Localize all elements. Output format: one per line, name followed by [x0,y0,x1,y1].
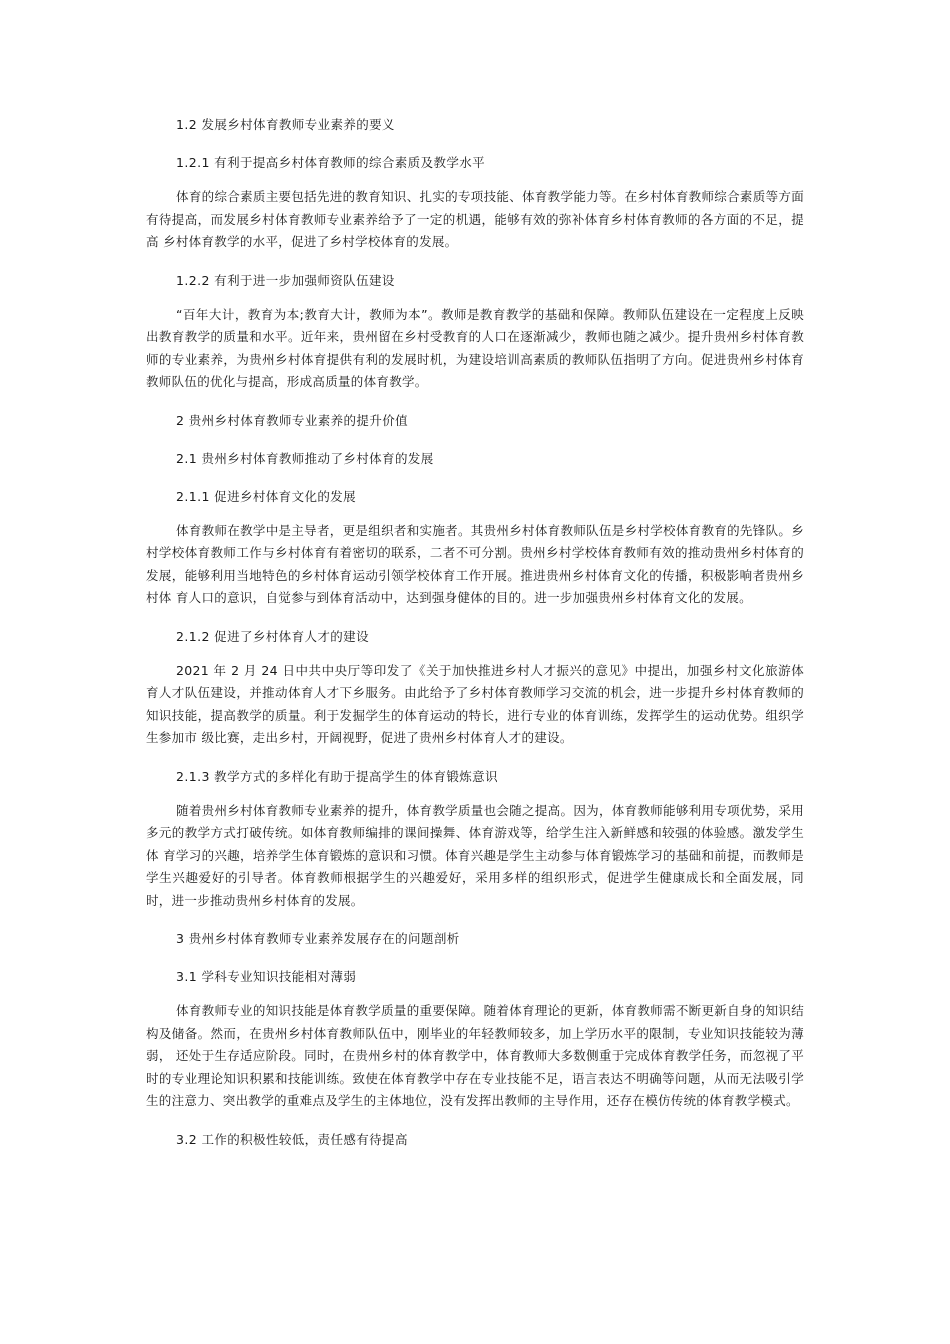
paragraph-3-1: 体育教师专业的知识技能是体育教学质量的重要保障。随着体育理论的更新，体育教师需不断更新自身的知识结构及储备。然而，在贵州乡村体育教师队伍中，刚毕业的年轻教师较多，加上学历水平的限制，专业知识技能较为薄弱， 还处于生存适应阶段。同时，在贵州乡村的体育教学中，体育教师大多数侧重于完成体育教学任务，而忽视了平时的专业理论知识积累和技能训练。致使在体育教学中存在专业技能不足，语言表达不明确等问题，从而无法吸引学生的注意力、突出教学的重难点及学生的主体地位，没有发挥出教师的主导作用，还存在模仿传统的体育教学模式。 [146,1003,804,1108]
section-heading-3: 3 贵州乡村体育教师专业素养发展存在的问题剖析 [176,931,460,946]
paragraph-1-2-2: “百年大计，教育为本;教育大计，教师为本”。教师是教育教学的基础和保障。教师队伍建设在一定程度上反映出教育教学的质量和水平。近年来，贵州留在乡村受教育的人口在逐渐减少，教师也随之减少。提升贵州乡村体育教师的专业素养，为贵州乡村体育提供有利的发展时机，为建设培训高素质的教师队伍指明了方向。促进贵州乡村体育教师队伍的优化与提高，形成高质量的体育教学。 [146,306,804,389]
paragraph-2-1-3: 随着贵州乡村体育教师专业素养的提升，体育教学质量也会随之提高。因为，体育教师能够利用专项优势，采用多元的教学方式打破传统。如体育教师编排的课间操舞、体育游戏等，给学生注入新鲜感和较强的体验感。激发学生体 育学习的兴趣，培养学生体育锻炼的意识和习惯。体育兴趣是学生主动参与体育锻炼学习的基础和前提，而教师是学生兴趣爱好的引导者。体育教师根据学生的兴趣爱好，采用多样的组织形式，促进学生健康成长和全面发展，同时，进一步推动贵州乡村体育的发展。 [146,802,804,908]
section-heading-3-1: 3.1 学科专业知识技能相对薄弱 [176,969,357,984]
document-body [146,116,804,1169]
section-heading-1-2: 1.2 发展乡村体育教师专业素养的要义 [176,117,395,132]
section-heading-1-2-1: 1.2.1 有利于提高乡村体育教师的综合素质及教学水平 [176,155,486,170]
section-heading-1-2-2: 1.2.2 有利于进一步加强师资队伍建设 [176,272,395,288]
paragraph-2-1-1: 体育教师在教学中是主导者，更是组织者和实施者。其贵州乡村体育教师队伍是乡村学校体育教育的先锋队。乡村学校体育教师工作与乡村体育有着密切的联系，二者不可分割。贵州乡村学校体育教师有效的推动贵州乡村体育的发展，能够利用当地特色的乡村体育运动引领学校体育工作开展。推进贵州乡村体育文化的传播，积极影响者贵州乡村体 育人口的意识，自觉参与到体育活动中，达到强身健体的目的。进一步加强贵州乡村体育文化的发展。 [146,522,804,605]
section-heading-2-1-1: 2.1.1 促进乡村体育文化的发展 [176,488,357,504]
section-heading-3-2: 3.2 工作的积极性较低，责任感有待提高 [176,1131,408,1147]
section-heading-2-1: 2.1 贵州乡村体育教师推动了乡村体育的发展 [176,450,434,466]
section-heading-2: 2 贵州乡村体育教师专业素养的提升价值 [176,412,409,428]
section-heading-2-1-3: 2.1.3 教学方式的多样化有助于提高学生的体育锻炼意识 [176,768,498,784]
section-heading-2-1-2: 2.1.2 促进了乡村体育人才的建设 [176,628,369,644]
paragraph-1-2-1: 体育的综合素质主要包括先进的教育知识、扎实的专项技能、体育教学能力等。在乡村体育教师综合素质等方面有待提高，而发展乡村体育教师专业素养给予了一定的机遇，能够有效的弥补体育乡村体育教师的各方面的不足，提高 乡村体育教学的水平，促进了乡村学校体育的发展。 [146,189,804,249]
paragraph-2-1-2: 2021 年 2 月 24 日中共中央厅等印发了《关于加快推进乡村人才振兴的意见》中提出，加强乡村文化旅游体育人才队伍建设，并推动体育人才下乡服务。由此给予了乡村体育教师学习交流的机会，进一步提升乡村体育教师的知识技能，提高教学的质量。利于发掘学生的体育运动的特长，进行专业的体育训练，发挥学生的运动优势。组织学生参加市 级比赛，走出乡村，开阔视野，促进了贵州乡村体育人才的建设。 [146,662,804,745]
